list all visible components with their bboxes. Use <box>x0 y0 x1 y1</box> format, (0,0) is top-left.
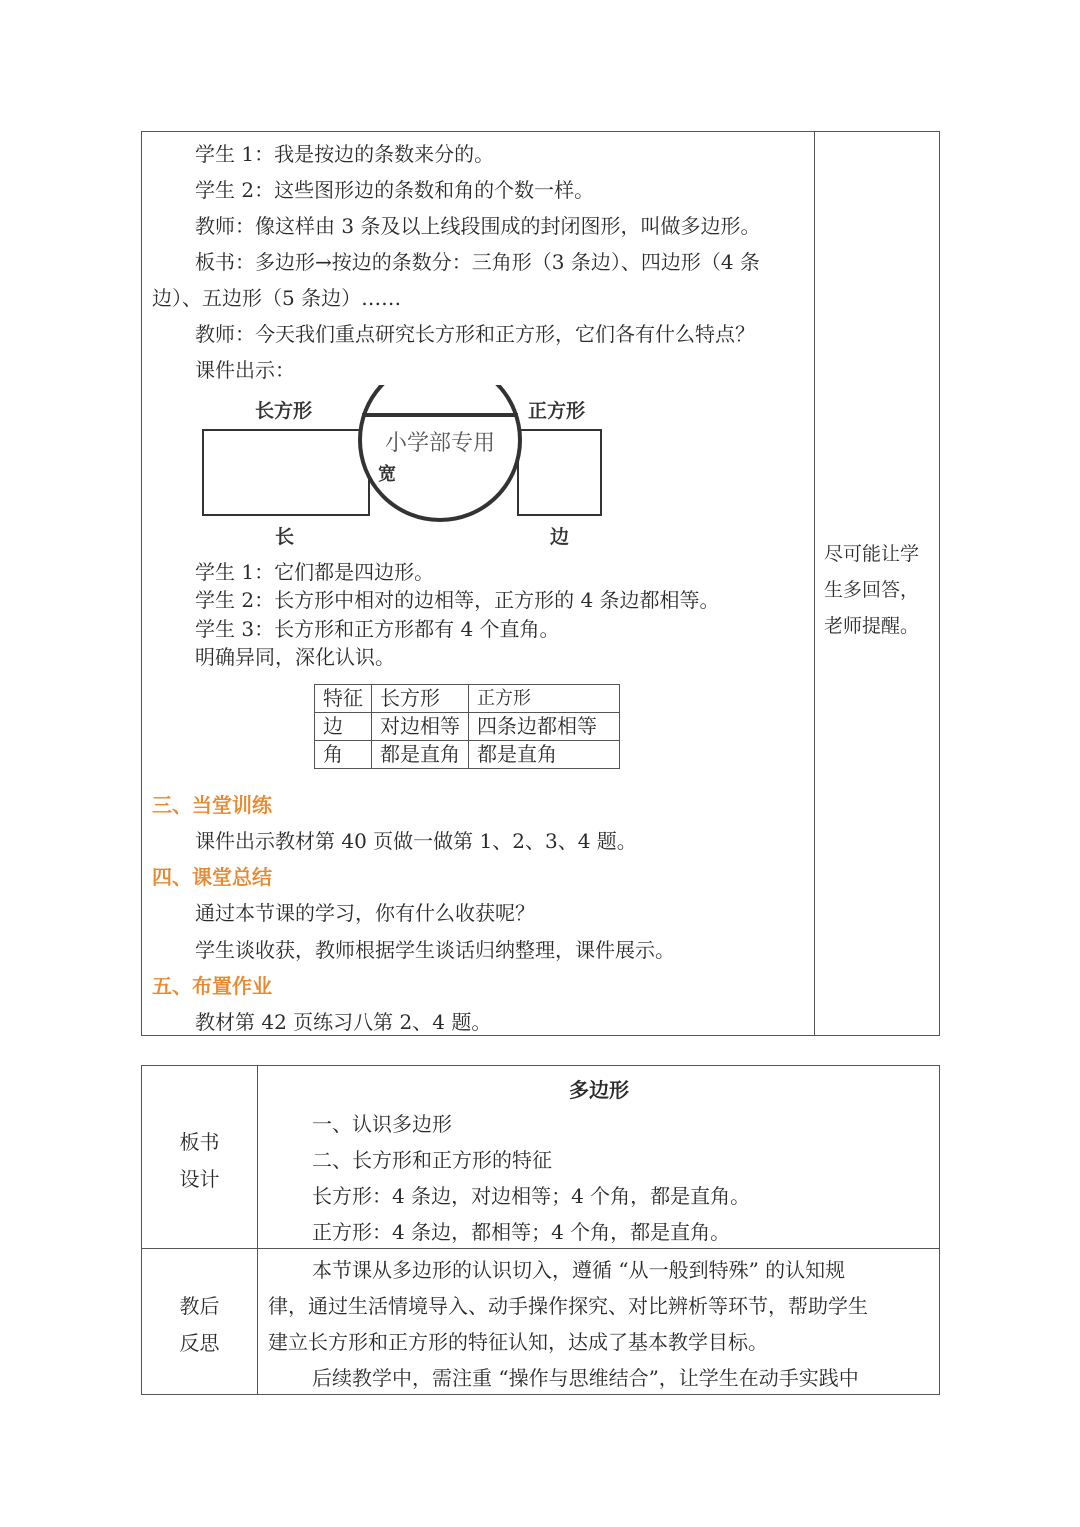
side-note: 尽可能让学生多回答，老师提醒。 <box>824 543 920 637</box>
table-cell: 四条边都相等 <box>469 713 620 741</box>
section-text: 学生谈收获，教师根据学生谈话归纳整理，课件展示。 <box>195 938 675 962</box>
reflection-line: 本节课从多边形的认识切入，遵循 “从一般到特殊” 的认知规 <box>312 1258 846 1282</box>
lesson-line: 边）、五边形（5 条边）…… <box>152 286 402 310</box>
section-title: 三、当堂训练 <box>152 793 272 817</box>
reflection-line: 建立长方形和正方形的特征认知，达成了基本教学目标。 <box>268 1330 768 1354</box>
table-row <box>315 713 620 741</box>
table-row <box>315 741 620 769</box>
section-title: 四、课堂总结 <box>152 865 272 889</box>
column-divider <box>257 1066 258 1394</box>
lesson-line: 学生 2：这些图形边的条数和角的个数一样。 <box>195 178 595 202</box>
stamp-text: 小学部专用 <box>384 431 496 456</box>
table-row <box>315 685 620 713</box>
lesson-table <box>141 131 940 1036</box>
row-divider <box>142 1248 939 1249</box>
column-divider <box>814 132 815 1035</box>
board-line: 长方形：4 条边，对边相等；4 个角，都是直角。 <box>312 1184 751 1208</box>
board-line: 二、长方形和正方形的特征 <box>312 1148 552 1172</box>
section-text: 通过本节课的学习，你有什么收获呢？ <box>195 901 535 925</box>
table-cell: 角 <box>315 741 372 769</box>
table-cell: 正方形 <box>469 685 620 713</box>
lesson-line: 学生 1：我是按边的条数来分的。 <box>195 142 495 166</box>
section-text: 教材第 42 页练习八第 2、4 题。 <box>195 1010 492 1034</box>
section-title: 五、布置作业 <box>152 974 272 998</box>
lesson-line: 教师：今天我们重点研究长方形和正方形，它们各有什么特点？ <box>195 322 755 346</box>
length-label: 长 <box>275 526 295 548</box>
board-label-2: 设计 <box>179 1167 220 1191</box>
lesson-line: 板书：多边形→按边的条数分：三角形（3 条边）、四边形（4 条 <box>195 250 760 274</box>
reflection-label-2: 反思 <box>179 1331 220 1355</box>
answer-line: 学生 1：它们都是四边形。 <box>195 560 435 584</box>
square-label: 正方形 <box>528 400 586 422</box>
answer-line: 学生 3：长方形和正方形都有 4 个直角。 <box>195 617 560 641</box>
lesson-line: 课件出示： <box>195 358 295 382</box>
lesson-line: 教师：像这样由 3 条及以上线段围成的封闭图形，叫做多边形。 <box>195 214 761 238</box>
rect-label: 长方形 <box>255 400 313 422</box>
board-table <box>141 1065 940 1395</box>
table-cell: 对边相等 <box>372 713 469 741</box>
board-line: 一、认识多边形 <box>312 1112 452 1136</box>
table-cell: 都是直角 <box>372 741 469 769</box>
board-label-1: 板书 <box>179 1130 220 1154</box>
section-text: 课件出示教材第 40 页做一做第 1、2、3、4 题。 <box>195 829 637 853</box>
answer-line: 明确异同，深化认识。 <box>195 645 395 669</box>
shapes-figure <box>200 385 620 550</box>
side-label: 边 <box>550 526 570 548</box>
square-shape <box>518 430 601 515</box>
reflection-line: 律，通过生活情境导入、动手操作探究、对比辨析等环节，帮助学生 <box>268 1294 868 1318</box>
feature-table <box>314 684 620 769</box>
board-line: 正方形：4 条边，都相等；4 个角，都是直角。 <box>312 1220 731 1244</box>
answer-line: 学生 2：长方形中相对的边相等，正方形的 4 条边都相等。 <box>195 588 720 612</box>
reflection-label-1: 教后 <box>179 1294 220 1318</box>
table-cell: 长方形 <box>372 685 469 713</box>
table-cell: 都是直角 <box>469 741 620 769</box>
table-cell: 特征 <box>315 685 372 713</box>
reflection-line: 后续教学中，需注重 “操作与思维结合”，让学生在动手实践中 <box>312 1366 859 1390</box>
width-label: 宽 <box>378 464 396 485</box>
board-title: 多边形 <box>569 1078 629 1102</box>
table-cell: 边 <box>315 713 372 741</box>
rectangle-shape <box>203 430 369 515</box>
